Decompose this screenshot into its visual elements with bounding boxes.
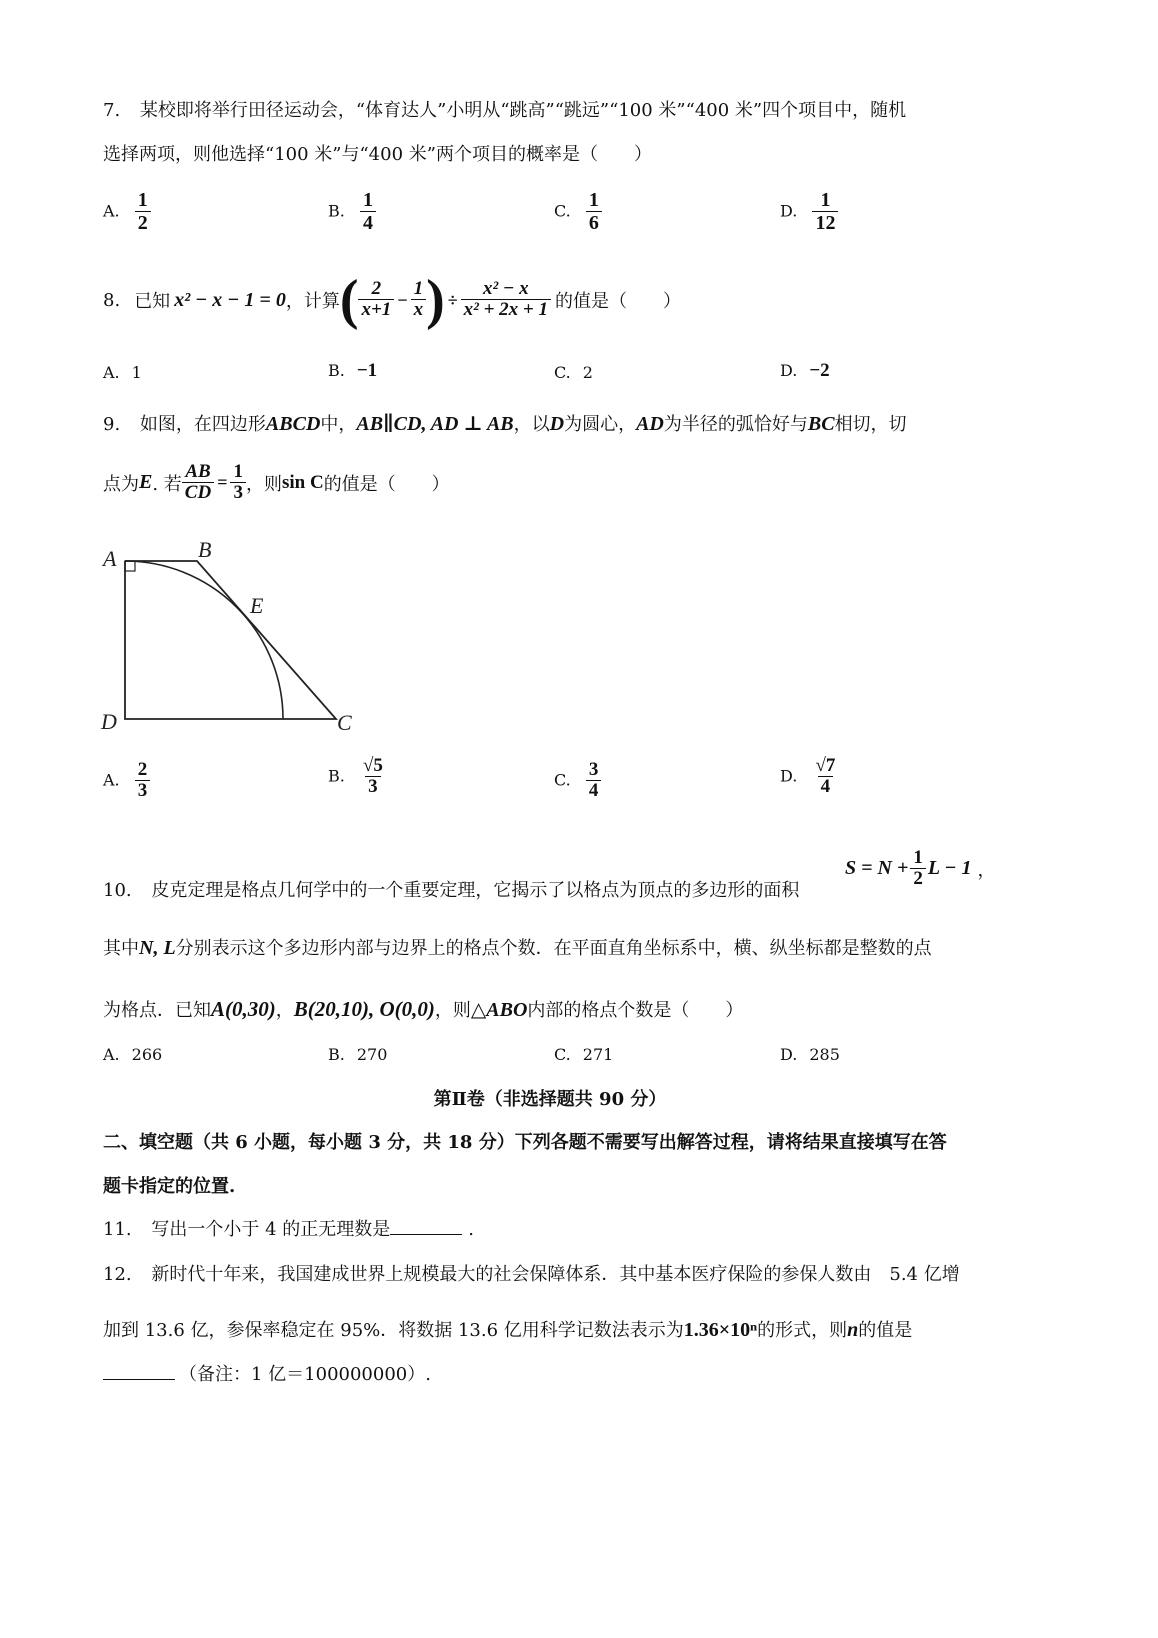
option-letter: D. <box>780 201 798 221</box>
q10-text: 内部的格点个数是（ ） <box>527 1000 744 1021</box>
q9-math: D <box>549 413 565 435</box>
q9-option-c[interactable] <box>554 760 601 802</box>
q10-text: ，则 <box>434 1000 471 1021</box>
option-letter: B. <box>328 201 345 221</box>
q9-option-d[interactable] <box>780 756 838 798</box>
frac-den: CD <box>182 482 214 504</box>
paren-right: ) <box>426 269 445 331</box>
q9-text: ，以 <box>513 414 550 435</box>
q7-line1 <box>103 96 906 122</box>
q9-figure <box>95 535 365 740</box>
q9-text: 为半径的弧恰好与 <box>663 414 808 435</box>
q10-text: 其中 <box>103 938 139 959</box>
q10-math: △ABO <box>470 999 528 1021</box>
q9-math: BC <box>807 413 835 435</box>
q12-line1 <box>103 1260 960 1286</box>
q10-number: 10. <box>103 880 132 901</box>
q9-text: 中， <box>320 414 357 435</box>
q12-text: （备注：1 亿＝100000000）. <box>179 1364 431 1385</box>
q10-option-c[interactable] <box>554 1045 613 1064</box>
option-value: 1 <box>131 363 142 382</box>
q8-equation: x² − x − 1 = 0 <box>174 288 286 311</box>
q12-answer-blank[interactable] <box>103 1361 175 1380</box>
option-letter: C. <box>554 1045 571 1064</box>
pick-formula <box>845 848 995 890</box>
q8-option-b[interactable] <box>328 360 377 382</box>
option-letter: D. <box>780 766 798 786</box>
q11-number: 11. <box>103 1219 132 1240</box>
q12-number: 12. <box>103 1264 132 1285</box>
option-value: −1 <box>356 360 378 381</box>
option-letter: A. <box>103 770 120 790</box>
q7-number: 7. <box>103 100 121 121</box>
q10-text: ， <box>275 1000 294 1021</box>
q10-text: 皮克定理是格点几何学中的一个重要定理，它揭示了以格点为顶点的多边形的面积 <box>151 880 800 901</box>
frac-den: x² + 2x + 1 <box>461 299 551 321</box>
frac-den: 4 <box>586 780 602 802</box>
q9-option-a[interactable] <box>103 760 150 802</box>
frac-num: 1 <box>362 189 373 211</box>
q10-math: B(20,10), O(0,0) <box>293 997 435 1021</box>
q8-text: ，计算 <box>285 291 340 312</box>
q9-number: 9. <box>103 414 121 435</box>
frac-den: 4 <box>360 211 376 234</box>
q9-text: 的值是（ ） <box>323 473 450 495</box>
frac-den: 4 <box>818 776 834 798</box>
frac-den: 2 <box>910 868 926 890</box>
frac-den: 3 <box>135 780 151 802</box>
q11-text: 写出一个小于 4 的正无理数是 <box>151 1219 391 1240</box>
frac-num: 1 <box>913 847 923 868</box>
q8-option-c[interactable] <box>554 363 593 382</box>
frac-num: 1 <box>137 189 148 211</box>
option-value: 270 <box>356 1045 388 1064</box>
frac-num: 1 <box>588 189 599 211</box>
frac-num: √5 <box>362 755 383 776</box>
q9-text: 相切，切 <box>834 414 907 435</box>
frac-num: √7 <box>815 755 836 776</box>
q9-option-b[interactable] <box>328 756 386 798</box>
frac-den: 3 <box>230 482 246 504</box>
q8-option-a[interactable] <box>103 363 142 382</box>
q7-option-a[interactable] <box>103 190 151 234</box>
q8-text: 已知 <box>134 291 171 312</box>
frac-num: 2 <box>371 278 382 300</box>
option-value: 285 <box>809 1045 840 1064</box>
option-letter: B. <box>328 361 345 380</box>
q9-text: ，则 <box>245 473 282 495</box>
formula-part: S = N + <box>845 857 909 880</box>
q9-line2 <box>103 462 450 504</box>
label-c: C <box>337 710 352 735</box>
divide-sign: ÷ <box>447 289 458 310</box>
q10-option-b[interactable] <box>328 1045 387 1064</box>
q12-line2 <box>103 1316 912 1342</box>
q12-math: n <box>847 1319 859 1341</box>
q10-line3 <box>103 996 743 1022</box>
q12-text: 新时代十年来，我国建成世界上规模最大的社会保障体系．其中基本医疗保险的参保人数由 5.4 亿增 <box>151 1264 960 1285</box>
q7-option-d[interactable] <box>780 190 838 234</box>
q11-text: . <box>468 1219 475 1240</box>
q9-math: E <box>139 471 153 494</box>
label-d: D <box>101 709 117 734</box>
q12-text: 加到 13.6 亿，参保率稳定在 95%．将数据 13.6 亿用科学记数法表示为 <box>103 1320 684 1341</box>
q10-option-d[interactable] <box>780 1045 840 1064</box>
option-value: 271 <box>582 1045 614 1064</box>
option-letter: C. <box>554 201 571 221</box>
label-b: B <box>198 537 212 562</box>
paren-left: ( <box>339 269 359 331</box>
q9-math: AD <box>636 413 664 435</box>
section-2-title: 第Ⅱ卷（非选择题共 90 分） <box>433 1089 667 1110</box>
q12-text: 的值是 <box>858 1320 913 1341</box>
q10-text: 为格点．已知 <box>103 1000 211 1021</box>
right-angle-mark <box>125 561 135 571</box>
q8-option-d[interactable] <box>780 360 830 382</box>
label-a: A <box>103 546 117 571</box>
frac-num: 1 <box>233 461 243 482</box>
option-letter: A. <box>103 363 120 382</box>
q9-text: 如图，在四边形 <box>139 414 266 435</box>
fill-heading-2: 题卡指定的位置. <box>103 1176 236 1197</box>
q8-number: 8. <box>103 289 121 311</box>
frac-num: 1 <box>820 189 831 211</box>
q9-text: 点为 <box>103 473 139 495</box>
q10-option-a[interactable] <box>103 1045 162 1064</box>
q7-option-c[interactable] <box>554 190 602 234</box>
q9-math: sin C <box>281 471 324 493</box>
frac-den: 6 <box>586 211 602 234</box>
q9-line1 <box>103 410 907 436</box>
option-value: 2 <box>582 363 593 382</box>
q10-text: 分别表示这个多边形内部与边界上的格点个数．在平面直角坐标系中，横、纵坐标都是整数的点 <box>175 938 932 959</box>
frac-den: 2 <box>135 211 151 234</box>
option-value: −2 <box>809 360 830 381</box>
q9-math: AB∥CD, AD ⊥ AB <box>356 413 514 435</box>
q8-line: 8. 已知 x² − x − 1 = 0 ，计算 ( $\frac{2}{x+1}$ − $\frac{1}{x}$ ) ÷ $\frac{\text{x² − x}}{\text{x² + 2x + 1}}$ 的值是（ ） <box>103 269 681 331</box>
frac-den: x <box>411 299 427 321</box>
q9-text: 为圆心， <box>564 414 637 435</box>
frac-den: 3 <box>365 776 381 798</box>
option-letter: D. <box>780 361 798 380</box>
q10-line2 <box>103 934 932 960</box>
q12-math: 1.36×10ⁿ <box>683 1319 758 1341</box>
q7-text-2: 选择两项，则他选择“100 米”与“400 米”两个项目的概率是（ ） <box>103 144 652 165</box>
frac-den: x+1 <box>358 299 394 321</box>
q10-math: A(0,30) <box>211 997 276 1021</box>
frac-num: 1 <box>413 278 424 300</box>
option-letter: D. <box>780 1045 798 1064</box>
frac-num: 2 <box>137 759 148 780</box>
q8-text: 的值是（ ） <box>554 291 681 312</box>
frac-num: 3 <box>588 759 599 780</box>
option-letter: C. <box>554 363 571 382</box>
option-letter: C. <box>554 770 571 790</box>
arc <box>125 561 283 719</box>
fill-heading-1: 二、填空题（共 6 小题，每小题 3 分，共 18 分）下列各题不需要写出解答过程，请将结果直接填写在答 <box>103 1132 947 1153</box>
q7-option-b[interactable] <box>328 190 376 234</box>
option-letter: A. <box>103 1045 120 1064</box>
q7-text-1: 某校即将举行田径运动会，“体育达人”小明从“跳高”“跳远”“100 米”“400 米”四个项目中，随机 <box>139 100 907 121</box>
option-letter: B. <box>328 766 345 786</box>
equals-sign: = <box>217 472 228 493</box>
q12-text: 的形式，则 <box>757 1320 848 1341</box>
q10-math: N, L <box>139 937 176 959</box>
frac-den: 12 <box>812 211 838 234</box>
option-value: 266 <box>131 1045 163 1064</box>
label-e: E <box>250 593 264 618</box>
formula-part: L − 1 <box>927 857 972 880</box>
q10-line1 <box>103 876 799 902</box>
q11-answer-blank[interactable] <box>390 1216 462 1235</box>
q11-line <box>103 1215 474 1241</box>
q12-line3 <box>103 1360 431 1386</box>
frac-num: x² − x <box>482 278 529 300</box>
option-letter: B. <box>328 1045 345 1064</box>
frac-num: AB <box>185 461 211 482</box>
q10-text: ， <box>977 859 996 881</box>
q9-math: ABCD <box>265 413 321 435</box>
quadrilateral <box>125 561 336 719</box>
option-letter: A. <box>103 201 120 221</box>
q9-text: . 若 <box>152 473 182 495</box>
